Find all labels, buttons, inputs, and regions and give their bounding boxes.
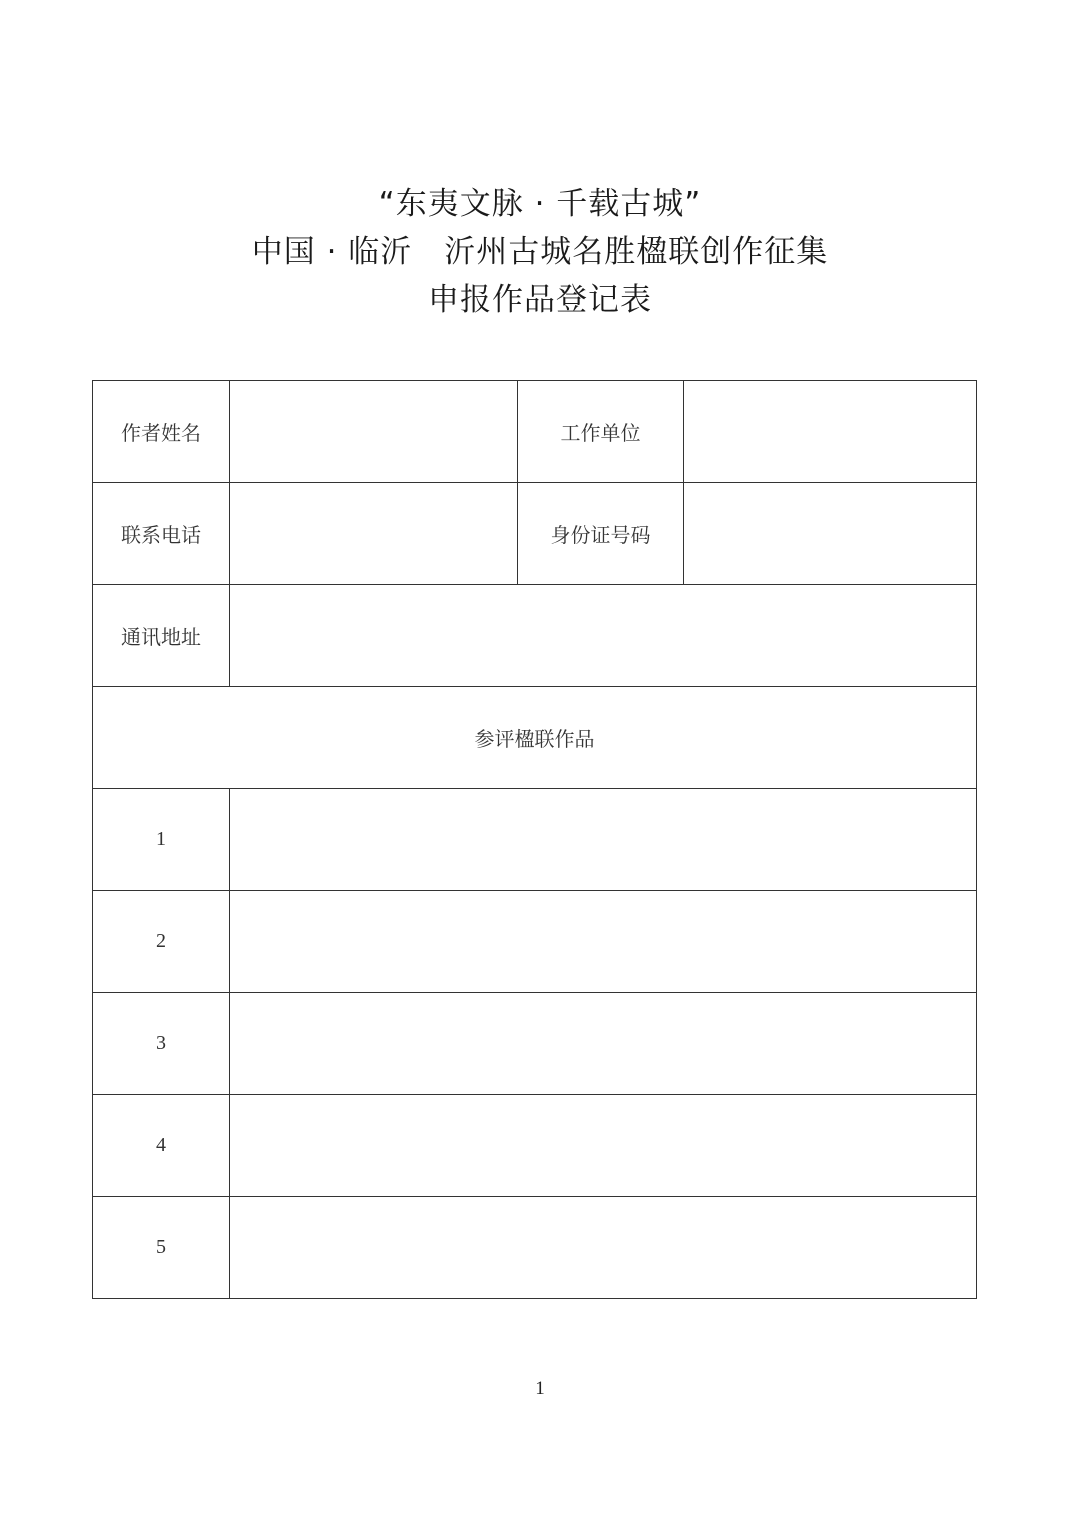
title-line-3: 申报作品登记表 <box>428 282 652 318</box>
entry-number: 4 <box>93 1095 230 1197</box>
id-number-field[interactable] <box>684 483 977 585</box>
title-block <box>0 180 1080 324</box>
registration-form-table <box>92 380 977 1299</box>
phone-field[interactable] <box>230 483 518 585</box>
entry-number: 2 <box>93 891 230 993</box>
work-unit-field[interactable] <box>684 381 977 483</box>
table-row <box>93 789 977 891</box>
author-name-label: 作者姓名 <box>93 381 230 483</box>
table-row <box>93 585 977 687</box>
entry-field-5[interactable] <box>230 1197 977 1299</box>
table-row <box>93 1197 977 1299</box>
address-field[interactable] <box>230 585 977 687</box>
entry-field-3[interactable] <box>230 993 977 1095</box>
work-unit-label: 工作单位 <box>518 381 684 483</box>
table-row <box>93 483 977 585</box>
entry-field-2[interactable] <box>230 891 977 993</box>
entry-field-4[interactable] <box>230 1095 977 1197</box>
page-number: 1 <box>535 1378 545 1399</box>
works-header: 参评楹联作品 <box>93 687 977 789</box>
author-name-field[interactable] <box>230 381 518 483</box>
table-row <box>93 1095 977 1197</box>
table-row <box>93 381 977 483</box>
entry-number: 1 <box>93 789 230 891</box>
table-row <box>93 993 977 1095</box>
table-row <box>93 687 977 789</box>
table-row <box>93 891 977 993</box>
title-line-1: “东夷文脉 · 千载古城” <box>378 186 702 222</box>
title-line-2: 中国 · 临沂 沂州古城名胜楹联创作征集 <box>251 234 829 270</box>
phone-label: 联系电话 <box>93 483 230 585</box>
entry-number: 5 <box>93 1197 230 1299</box>
entry-field-1[interactable] <box>230 789 977 891</box>
entry-number: 3 <box>93 993 230 1095</box>
id-number-label: 身份证号码 <box>518 483 684 585</box>
address-label: 通讯地址 <box>93 585 230 687</box>
